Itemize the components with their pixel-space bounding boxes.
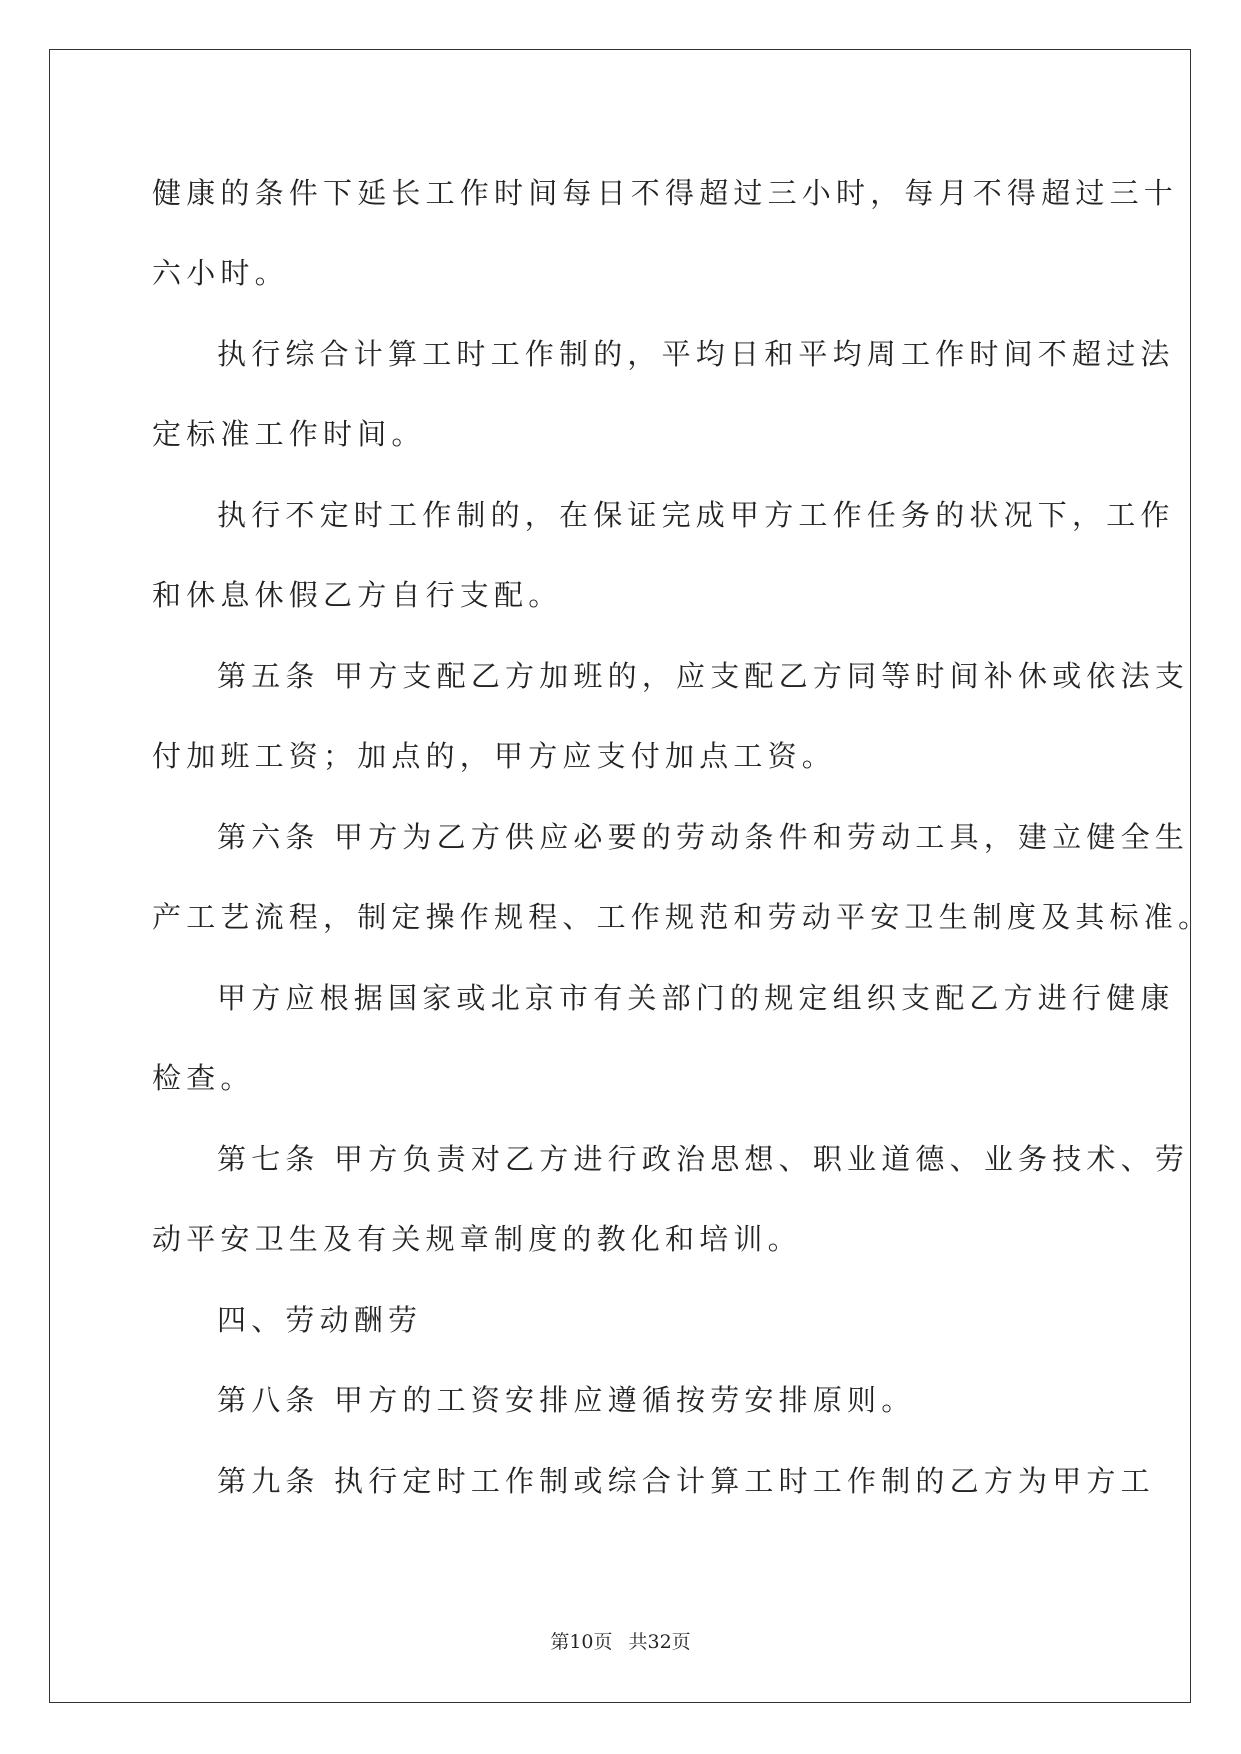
text-line: 执行不定时工作制的，在保证完成甲方工作任务的状况下，工作 <box>217 498 1175 532</box>
page-total: 共32页 <box>628 1631 691 1653</box>
text-line: 付加班工资；加点的，甲方应支付加点工资。 <box>152 739 837 773</box>
text-line: 和休息休假乙方自行支配。 <box>152 578 563 612</box>
text-line: 甲方应根据国家或北京市有关部门的规定组织支配乙方进行健康 <box>217 981 1175 1015</box>
text-line: 健康的条件下延长工作时间每日不得超过三小时，每月不得超过三十 <box>152 176 1179 210</box>
text-line: 第五条 甲方支配乙方加班的，应支配乙方同等时间补休或依法支 <box>217 659 1190 693</box>
page-number: 第10页 <box>550 1631 613 1653</box>
page-border <box>49 49 1191 1703</box>
text-line: 第九条 执行定时工作制或综合计算工时工作制的乙方为甲方工 <box>217 1464 1155 1498</box>
page-footer <box>0 1630 1241 1654</box>
text-line: 六小时。 <box>152 256 289 290</box>
text-line: 动平安卫生及有关规章制度的教化和培训。 <box>152 1222 802 1256</box>
text-line: 执行综合计算工时工作制的，平均日和平均周工作时间不超过法 <box>217 337 1175 371</box>
text-line: 产工艺流程，制定操作规程、工作规范和劳动平安卫生制度及其标准。 <box>152 900 1213 934</box>
text-line: 第七条 甲方负责对乙方进行政治思想、职业道德、业务技术、劳 <box>217 1142 1190 1176</box>
text-line: 第八条 甲方的工资安排应遵循按劳安排原则。 <box>217 1383 916 1417</box>
text-line: 第六条 甲方为乙方供应必要的劳动条件和劳动工具，建立健全生 <box>217 820 1190 854</box>
text-line: 定标准工作时间。 <box>152 417 426 451</box>
section-heading: 四、劳动酬劳 <box>217 1303 423 1337</box>
text-line: 检查。 <box>152 1061 255 1095</box>
